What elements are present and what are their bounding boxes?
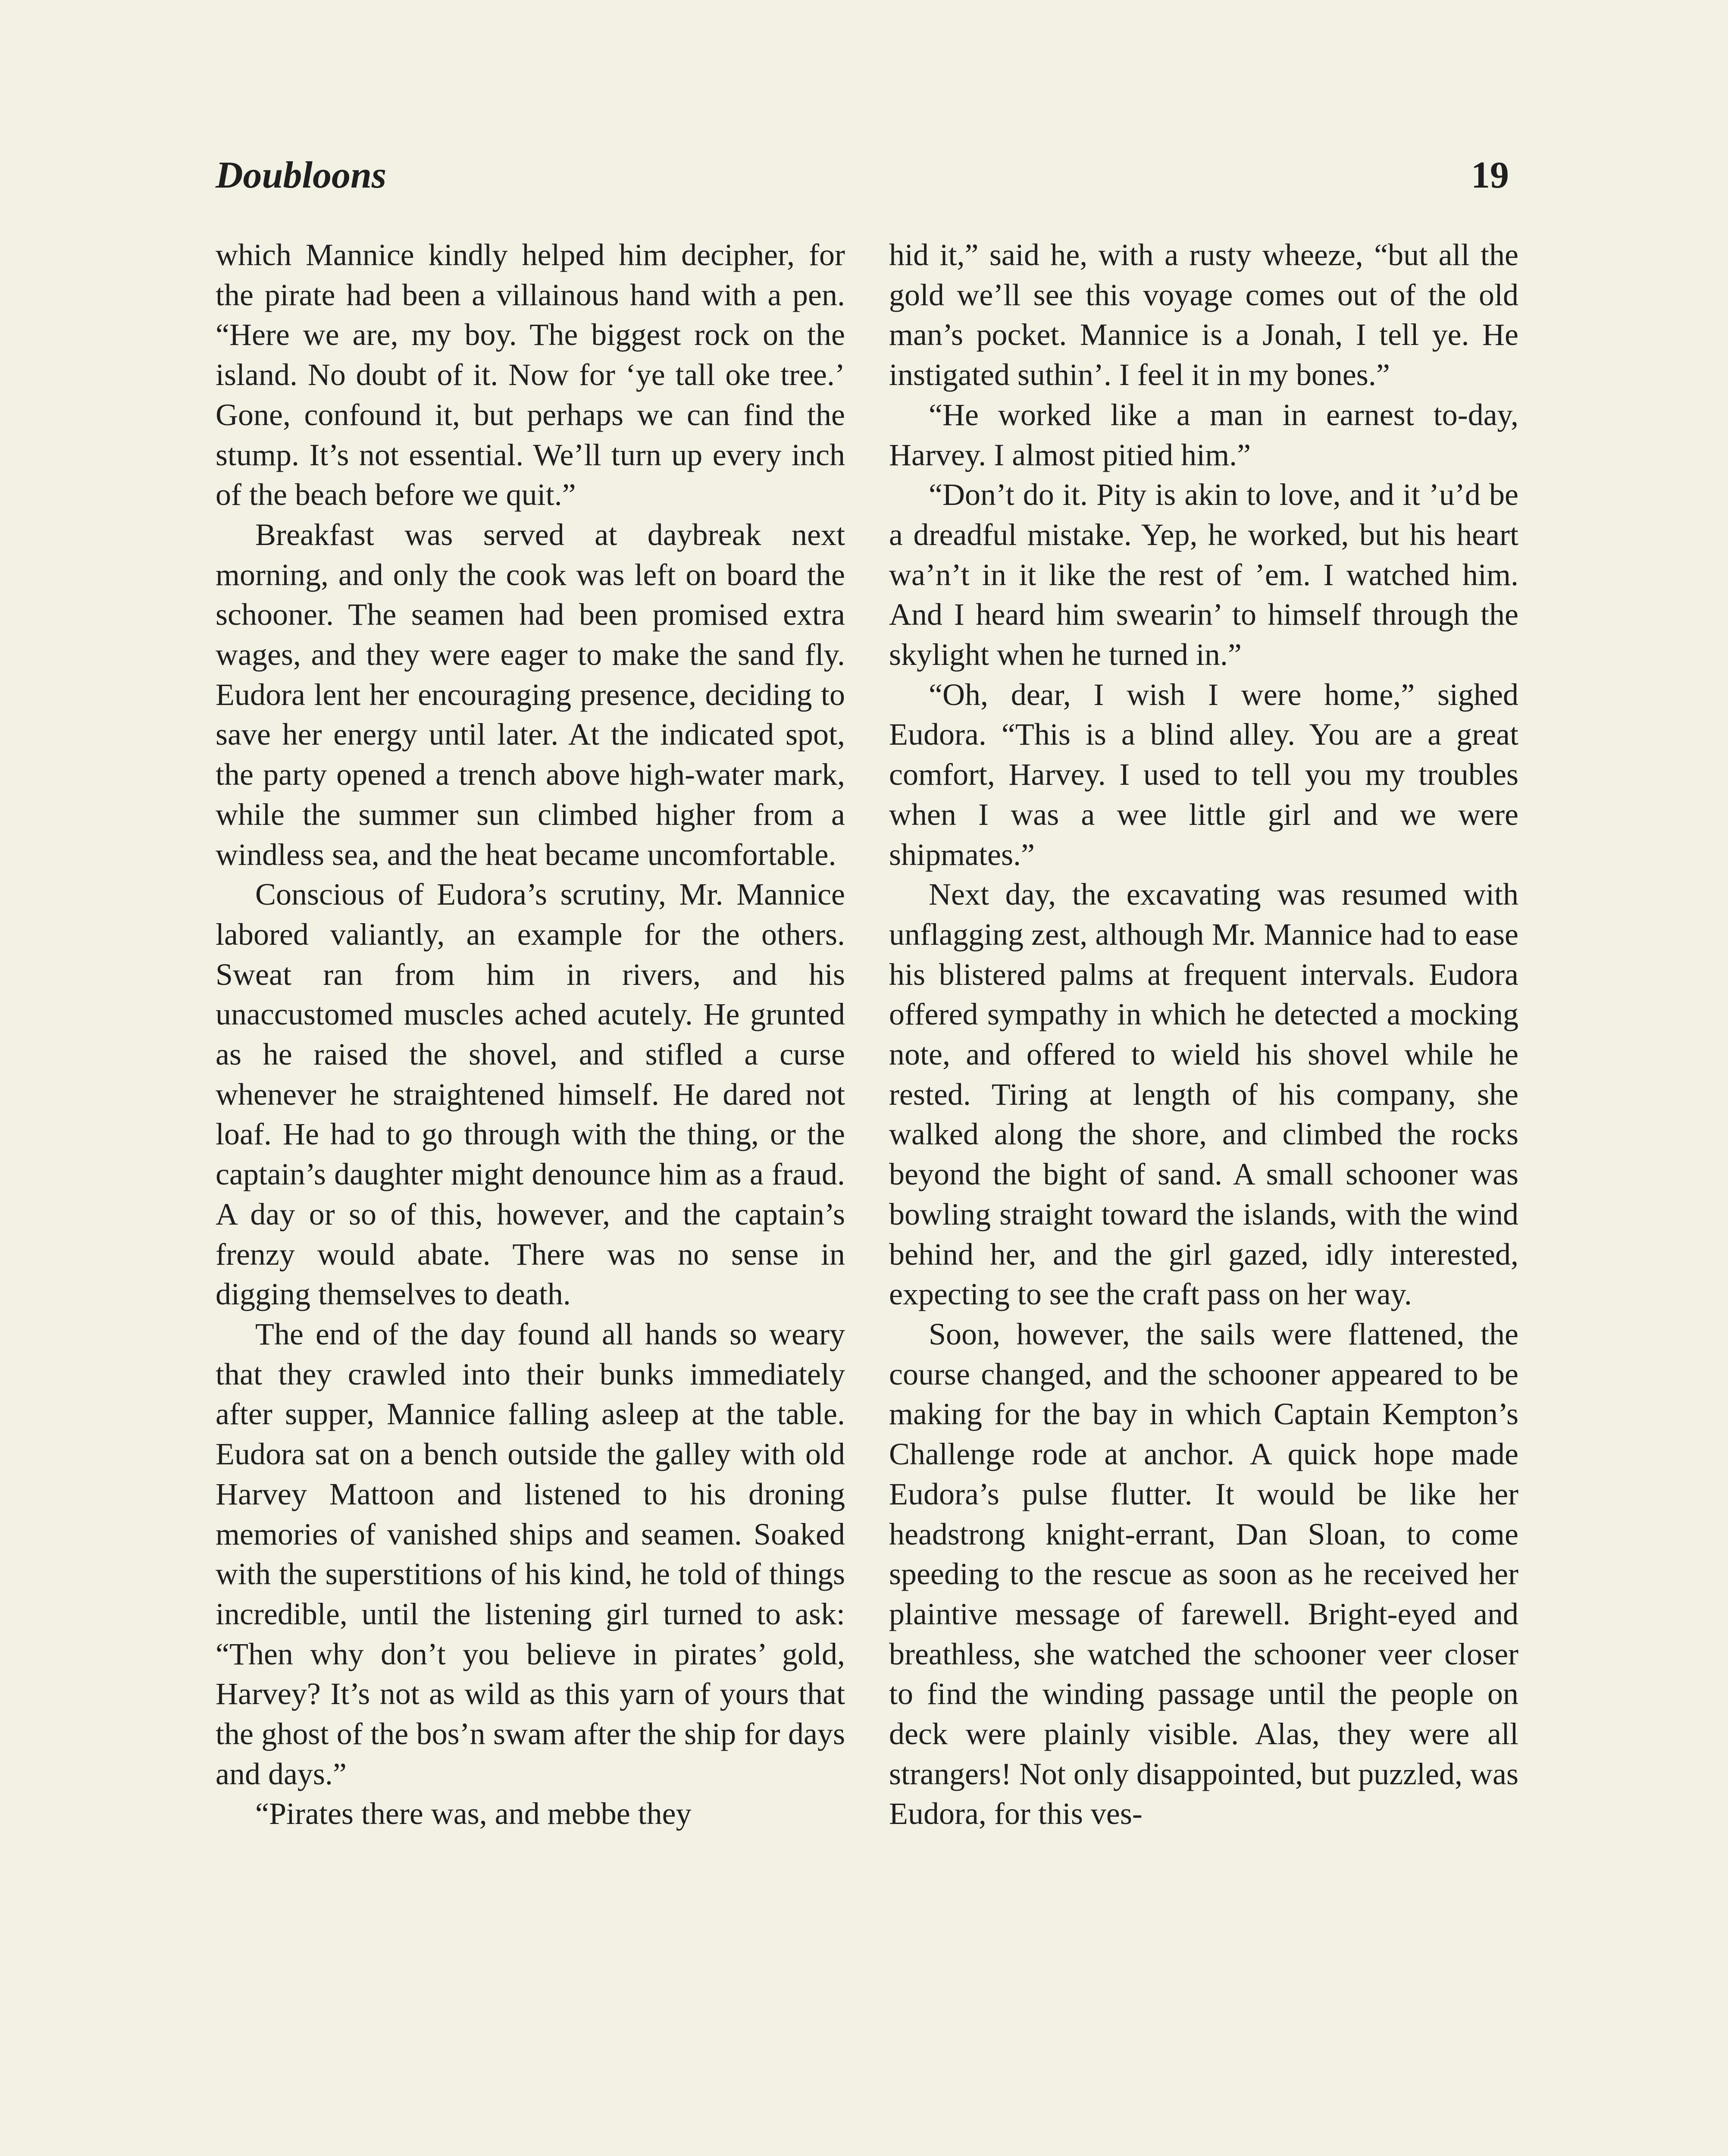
left-text-column (216, 235, 845, 1834)
paragraph: hid it,” said he, with a rusty wheeze, “but all the gold we’ll see this voyage comes out of the old man’s pocket. Mannice is a Jonah, I tell ye. He instigated suthin’. I feel it in my bones.” (889, 238, 1518, 392)
running-title: Doubloons (216, 154, 387, 196)
paragraph: which Mannice kindly helped him decipher, for the pirate had been a villainous hand with a pen. “Here we are, my boy. The biggest rock on the island. No doubt of it. Now for ‘ye tall oke tree.’ Gone, confound it, but perhaps we can find the stump. It’s not essential. We’ll turn up every inch of the beach before we quit.” (216, 238, 845, 512)
paragraph: “Oh, dear, I wish I were home,” sighed Eudora. “This is a blind alley. You are a great comfort, Harvey. I used to tell you my troubles when I was a wee little girl and we were shipmates.” (889, 677, 1518, 872)
right-text-column (889, 235, 1518, 1834)
paragraph: Next day, the excavating was resumed with unflagging zest, although Mr. Mannice had to ease his blistered palms at frequent intervals. Eudora offered sympathy in which he detected a mocking note, and offered to wield his shovel while he rested. Tiring at length of his company, she walked along the shore, and climbed the rocks beyond the bight of sand. A small schooner was bowling straight toward the islands, with the wind behind her, and the girl gazed, idly interested, expecting to see the craft pass on her way. (889, 877, 1518, 1312)
paragraph: “Don’t do it. Pity is akin to love, and it ’u’d be a dreadful mistake. Yep, he worked, but his heart wa’n’t in it like the rest of ’em. I watched him. And I heard him swearin’ to himself through the skylight when he turned in.” (889, 477, 1518, 672)
page-header (216, 152, 1509, 216)
page-number: 19 (1471, 154, 1509, 196)
paragraph: “He worked like a man in earnest to-day, Harvey. I almost pitied him.” (889, 397, 1518, 472)
paragraph: The end of the day found all hands so weary that they crawled into their bunks immediately after supper, Mannice falling asleep at the table. Eudora sat on a bench outside the galley with old Harvey Mattoon and listened to his droning memories of vanished ships and seamen. Soaked with the superstitions of his kind, he told of things incredible, until the listening girl turned to ask: “Then why don’t you believe in pirates’ gold, Harvey? It’s not as wild as this yarn of yours that the ghost of the bos’n swam after the ship for days and days.” (216, 1316, 845, 1791)
paragraph: Soon, however, the sails were flattened, the course changed, and the schooner appeared to be making for the bay in which Captain Kempton’s Challenge rode at anchor. A quick hope made Eudora’s pulse flutter. It would be like her headstrong knight-errant, Dan Sloan, to come speeding to the rescue as soon as he received her plaintive message of farewell. Bright-eyed and breathless, she watched the schooner veer closer to find the winding passage until the people on deck were plainly visible. Alas, they were all strangers! Not only disappointed, but puzzled, was Eudora, for this ves- (889, 1316, 1518, 1831)
paragraph: Breakfast was served at daybreak next morning, and only the cook was left on board the schooner. The seamen had been promised extra wages, and they were eager to make the sand fly. Eudora lent her encouraging presence, deciding to save her energy until later. At the indicated spot, the party opened a trench above high-water mark, while the summer sun climbed higher from a windless sea, and the heat became uncomfortable. (216, 517, 845, 872)
paragraph: Conscious of Eudora’s scrutiny, Mr. Mannice labored valiantly, an example for the others. Sweat ran from him in rivers, and his unaccustomed muscles ached acutely. He grunted as he raised the shovel, and stifled a curse whenever he straightened himself. He dared not loaf. He had to go through with the thing, or the captain’s daughter might denounce him as a fraud. A day or so of this, however, and the captain’s frenzy would abate. There was no sense in digging themselves to death. (216, 877, 845, 1312)
paragraph: “Pirates there was, and mebbe they (255, 1796, 692, 1831)
